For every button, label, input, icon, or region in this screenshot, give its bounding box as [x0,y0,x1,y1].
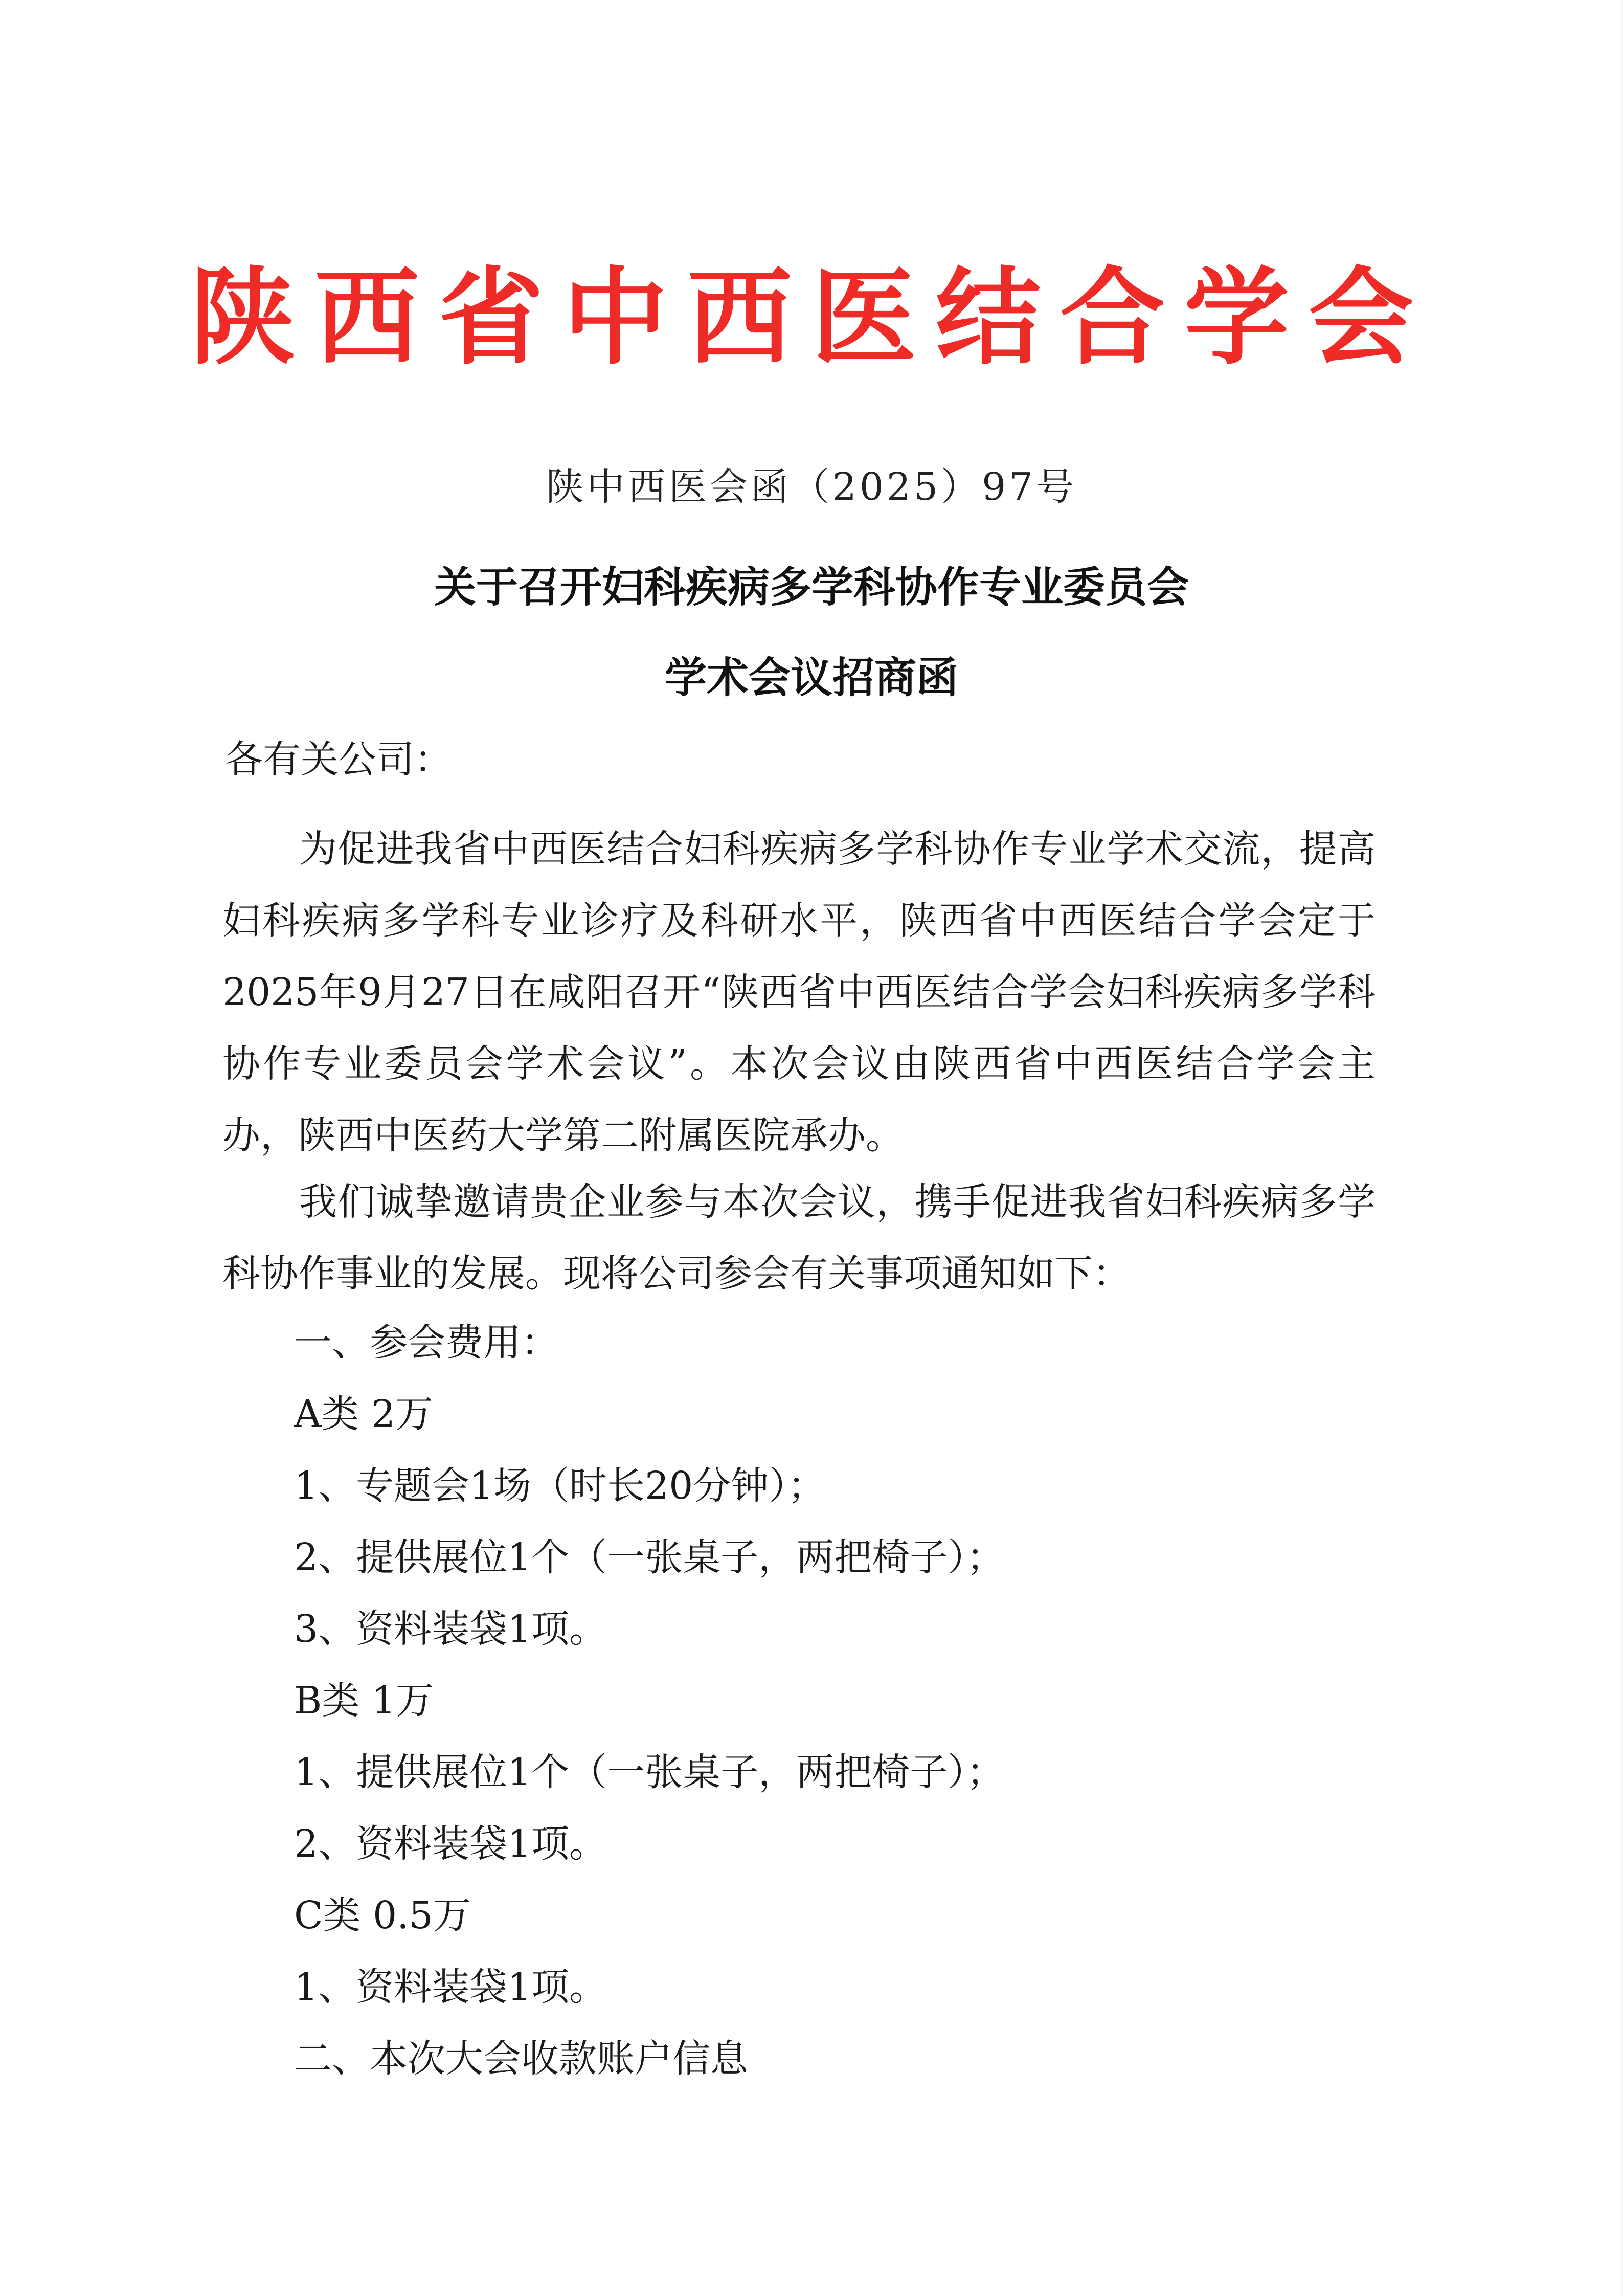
section-heading-account: 二、本次大会收款账户信息 [294,2037,748,2081]
section-heading-fees: 一、参会费用： [294,1321,559,1365]
salutation: 各有关公司： [225,738,452,782]
sponsorship-items-list [294,1307,1004,2094]
scan-edge-shadow [1620,0,1623,2296]
document-title-line-1: 关于召开妇科疾病多学科协作专业委员会 [434,563,1189,612]
tier-a-item-2: 2、提供展位1个（一张桌子，两把椅子）； [294,1535,1005,1579]
tier-a-item-3: 3、资料装袋1项。 [294,1607,607,1651]
tier-a-heading: A类 2万 [294,1392,434,1436]
tier-a-item-1: 1、专题会1场（时长20分钟）； [294,1464,826,1508]
tier-b-item-1: 1、提供展位1个（一张桌子，两把椅子）； [294,1750,1005,1794]
paragraph-invitation: 我们诚挚邀请贵企业参与本次会议，携手促进我省妇科疾病多学科协作事业的发展。现将公司参会有关事项通知如下： [222,1180,1376,1296]
tier-b-item-2: 2、资料装袋1项。 [294,1822,607,1866]
tier-c-heading: C类 0.5万 [294,1893,471,1937]
tier-c-item-1: 1、资料装袋1项。 [294,1965,607,2009]
document-number: 陕中西医会函（2025）97号 [546,465,1077,509]
document-title-line-2: 学术会议招商函 [664,654,958,702]
organization-letterhead: 陕西省中西医结合学会 [190,257,1433,379]
tier-b-heading: B类 1万 [294,1679,434,1723]
paragraph-intro: 为促进我省中西医结合妇科疾病多学科协作专业学术交流，提高妇科疾病多学科专业诊疗及科研水平，陕西省中西医结合学会定于2025年9月27日在咸阳召开“陕西省中西医结合学会妇科疾病多学科协作专业委员会学术会议”。本次会议由陕西省中西医结合学会主办，陕西中医药大学第二附属医院承办。 [222,827,1376,1157]
